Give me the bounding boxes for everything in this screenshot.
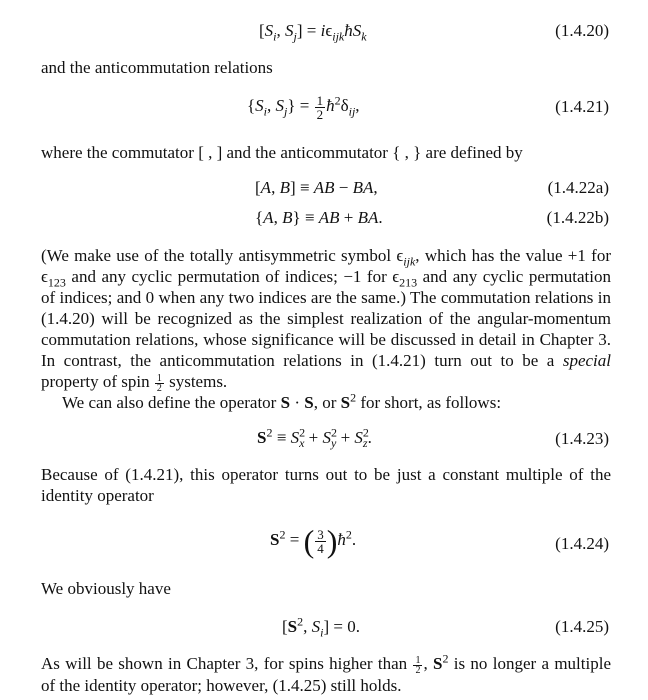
text-where-defined: where the commutator [ , ] and the anticommutator { , } are defined by (41, 143, 523, 162)
text-closing: As will be shown in Chapter 3, for spins higher than $\frac{1}{2}$ , $S^2$ is no longer a multiple of the identity operator; however, (1.4.25) still holds. (41, 651, 611, 695)
equation-1-4-22a: [A, B] ≡ AB − BA, (255, 178, 378, 197)
equation-number: (1.4.22a) (547, 178, 609, 197)
equation-1-4-22b: {A, B} ≡ AB + BA. (255, 208, 383, 227)
equation-number: (1.4.20) (555, 21, 609, 40)
text-obviously: We obviously have (41, 579, 171, 598)
equation-number: (1.4.24) (555, 534, 609, 553)
paragraph-antisymmetric-symbol: (We make use of the totally antisymmetric symbol $\epsilon_{ijk}$, which has the value +1 for $\epsilon_{123}$ and any cyclic permutation of indices; −1 for $\epsilon_{213}$ and any cyclic permutation of indices; and 0 when any two indices are the same.) The commutation relations in (1.4.20) will be recognized as the simplest realization of the angular-momentum commutation relations, whose significance will be discussed in detail in Chapter 3. In contrast, the anticommutation relations in (1.4.21) turn out to be a special property of spin $\frac{1}{2}$ systems. (41, 246, 611, 394)
equation-1-4-24: $S^2$ = ( $\frac{3}{4}$ )$ħ^2$. (270, 523, 357, 560)
text-define-s2: We can also define the operator S · S, or $S^2$ for short, as follows: (62, 390, 502, 412)
equation-1-4-25: [$S^2$, $S_i] = 0$. (282, 614, 360, 640)
equation-number: (1.4.25) (555, 617, 609, 636)
equation-1-4-20: [$S_i$, $S_j$] = $i\epsilon_{ijk}ħS_k$ (259, 21, 367, 44)
text-because: Because of (1.4.21), this operator turns out to be just a constant multiple of the identity operator (41, 465, 611, 505)
equation-number: (1.4.21) (555, 97, 609, 116)
equation-1-4-21: {$S_i$, $S_j$} = $\frac{1}{2}$ $ħ^2\delta_{ij}$, (247, 92, 360, 122)
equation-number: (1.4.23) (555, 429, 609, 448)
text-anticomm-intro: and the anticommutation relations (41, 58, 273, 77)
equation-1-4-23: $S^2 \equiv S^2_x + S^2_y + S^2_z$. (257, 425, 372, 451)
equation-number: (1.4.22b) (546, 208, 609, 227)
